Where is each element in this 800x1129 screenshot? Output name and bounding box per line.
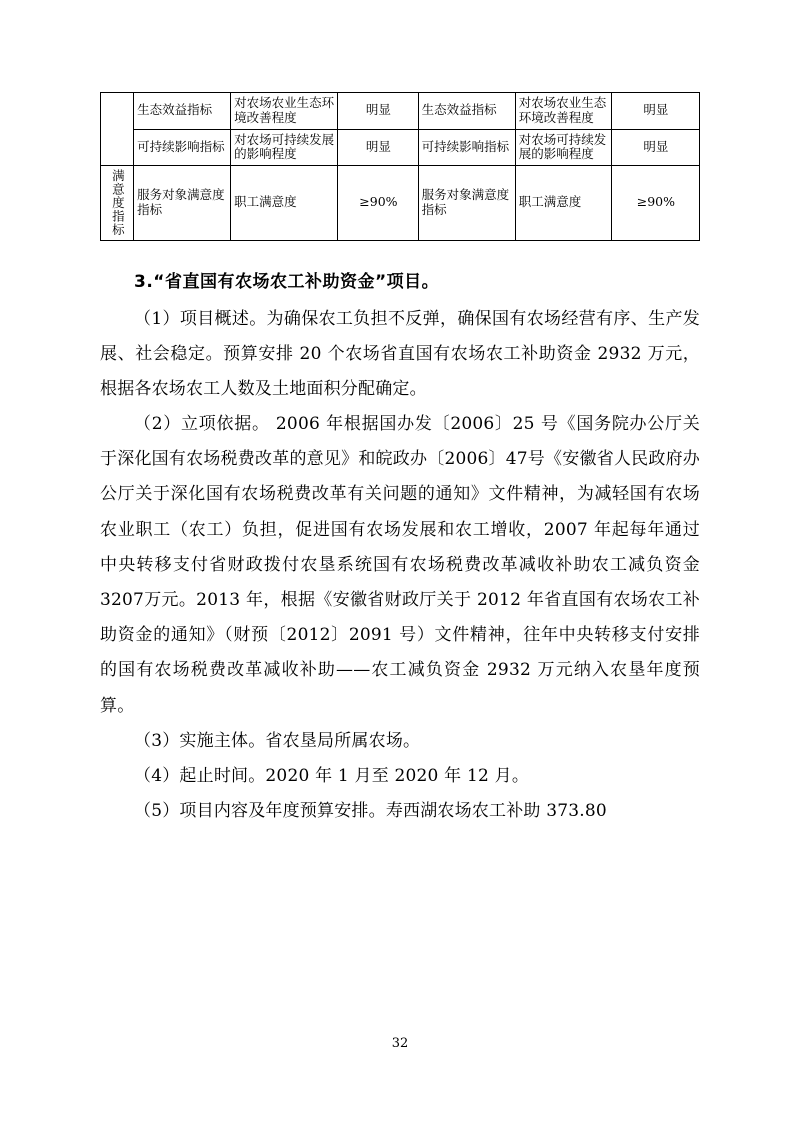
table-cell: 明显 [611, 93, 699, 130]
table-cell: 职工满意度 [231, 166, 338, 241]
page-number: 32 [391, 1036, 409, 1051]
table-cell: 明显 [611, 129, 699, 166]
table-cell: 可持续影响指标 [418, 129, 515, 166]
table-cell: ≥90% [611, 166, 699, 241]
table-cell: 对农场可持续发展的影响程度 [515, 129, 611, 166]
table-cell: 服务对象满意度指标 [134, 166, 231, 241]
table-row [101, 129, 700, 166]
table-cell: 明显 [338, 129, 419, 166]
table-row [101, 93, 700, 130]
paragraph-project-overview: （1）项目概述。为确保农工负担不反弹，确保国有农场经营有序、生产发展、社会稳定。预算安排 20 个农场省直国有农场农工补助资金 2932 万元，根据各农场农工人数及土地面积分配确定。 [100, 308, 700, 399]
table-cell: 可持续影响指标 [134, 129, 231, 166]
table-cell: 对农场农业生态环境改善程度 [515, 93, 611, 130]
table-cell-blank [101, 93, 134, 166]
paragraph-content-budget: （5）项目内容及年度预算安排。寿西湖农场农工补助 373.80 [134, 801, 607, 822]
table-cell: 生态效益指标 [134, 93, 231, 130]
table-cell-category: 满意度指标 [101, 166, 134, 241]
table-cell: 对农场可持续发展的影响程度 [231, 129, 338, 166]
table-cell: ≥90% [338, 166, 419, 241]
table-cell: 服务对象满意度指标 [418, 166, 515, 241]
table-cell: 明显 [338, 93, 419, 130]
table-cell: 职工满意度 [515, 166, 611, 241]
page-content [100, 92, 700, 829]
paragraph-duration: （4）起止时间。2020 年 1 月至 2020 年 12 月。 [134, 765, 530, 786]
table-cell: 对农场农业生态环境改善程度 [231, 93, 338, 130]
table-row [101, 166, 700, 241]
section-heading: 3.“省直国有农场农工补助资金”项目。 [134, 271, 440, 292]
paragraph-project-basis: （2）立项依据。 2006 年根据国办发〔2006〕25 号《国务院办公厅关于深化国有农场税费改革的意见》和皖政办〔2006〕47号《安徽省人民政府办公厅关于深化国有农场税费改革有关问题的通知》文件精神，为减轻国有农场农业职工（农工）负担，促进国有农场发展和农工增收，2007 年起每年通过中央转移支付省财政拨付农垦系统国有农场税费改革减收补助农工减负资金3207万元。2013 年，根据《安徽省财政厅关于 2012 年省直国有农场农工补助资金的通知》（财预〔2012〕2091 号）文件精神，往年中央转移支付安排的国有农场税费改革减收补助——农工减负资金 2932 万元纳入农垦年度预算。 [100, 414, 700, 716]
performance-indicator-table [100, 92, 700, 241]
table-cell: 生态效益指标 [418, 93, 515, 130]
paragraph-implementing-body: （3）实施主体。省农垦局所属农场。 [134, 730, 421, 751]
